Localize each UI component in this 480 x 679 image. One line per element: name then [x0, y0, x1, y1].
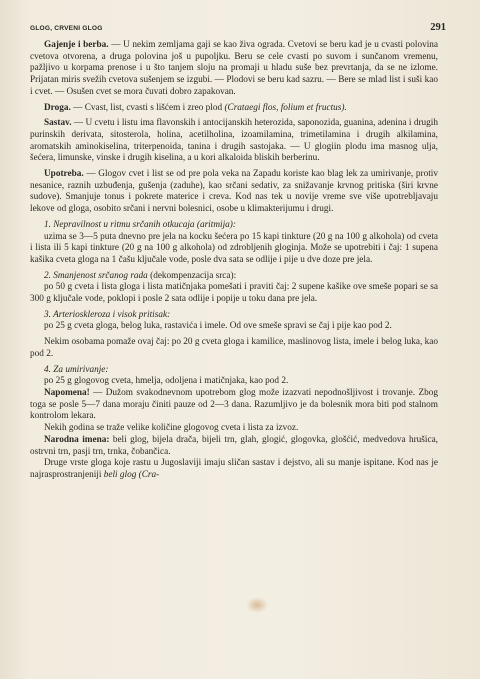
section-heading: 3. Arterioskleroza i visok pritisak:: [44, 309, 171, 320]
paragraph-gajenje: [30, 40, 438, 99]
section-text: po 25 g glogovog cveta, hmelja, odoljena i matičnjaka, kao pod 2.: [44, 376, 289, 387]
paragraph-narodna-imena: [30, 435, 438, 458]
page-number: 291: [430, 22, 446, 33]
paragraph-napomena: [30, 388, 438, 423]
section-text: po 25 g cveta gloga, belog luka, rastavića i imele. Od ove smeše spravi se čaj i pije kao pod 2.: [44, 321, 392, 332]
paragraph-lead: Napomena!: [44, 387, 90, 398]
section-heading: 2. Smanjenost srčanog rada (dekompenzacija srca):: [44, 270, 237, 281]
paragraph-text: — Dužom svakodnevnom upotrebom glog može izazvati nepodnošljivost i trovanje. Zbog toga se posle 5—7 dana moraju činiti pauze od 2—3 dana. Razumljivo je da bolesnik mora biti pod stalnom kontrolom lekara.: [30, 387, 438, 422]
section-heading: 4. Za umirivanje:: [44, 364, 109, 375]
paragraph-izvoz: Nekih godina se traže velike količine glogovog cveta i lista za izvoz.: [44, 423, 299, 434]
running-head: GLOG, CRVENI GLOG: [30, 25, 103, 32]
section-text-extra: Nekim osobama pomaže ovaj čaj: po 20 g cveta gloga i kamilice, maslinovog lista, imele i belog luka, kao pod 2.: [30, 337, 438, 359]
paragraph-lead: Upotreba.: [44, 169, 84, 180]
paragraph-text: — U cvetu i listu ima flavonskih i antocijanskih heterozida, saponozida, guanina, adenina i drugih purinskih derivata, sitosterola, holina, acetilholina, izoamilamina, trimetilamina i drugih alkilamina, aromatskih aminokiselina, triterpenoida, tanina i drugih sastojaka. — U glogiin plodu ima masnog ulja, šećera, limunske, vinske i drugih kiselina, a u kori alkaloida bliskih berberinu.: [30, 118, 438, 164]
paragraph-text: — U nekim zemljama gaji se kao živa ograda. Cvetovi se beru kad je u cvasti polovina cvetova otvorena, a druga polovina još u pupoljku. Beru se cele cvasti po suvom i sunčanom vremenu, pažljivo u korpama prenose i u što tanjem sloju na promaji u hladu suše bez prevrtanja, da se ne izlome. Prijatan miris svežih cvetova sušenjem se izgubi. — Plodovi se beru kad sazru. — Bere se mlad list i suši kao i cvet. — Osušen cvet se mora čuvati dobro zapakovan.: [30, 40, 439, 97]
paragraph-lead: Droga.: [44, 102, 71, 113]
paragraph-text: — Glogov cvet i list se od pre pola veka na Zapadu koriste kao blag lek za umirivanje, protiv nesanice, raznih uzbuđenja, gušenja (zaduhe), kao srčani sedativ, za snižavanje krvnog pritiska (širi krvne sudove). Smanjuje tonus i pokrete materice i creva. Kod nas tek u novije vreme sve više upotrebljavaju lekove od gloga, osobito srčani i nervni bolesnici, osobe u klimakterijumu i drugi.: [30, 169, 438, 215]
paragraph-lead: Gajenje i berba.: [44, 40, 109, 50]
page-header: [30, 22, 446, 33]
paragraph-sastav: [30, 118, 438, 165]
paragraph-druge-vrste: Druge vrste gloga koje rastu u Jugoslaviji imaju sličan sastav i dejstvo, ali su manje ispitane. Kod nas je najrasprostranjeniji beli glog (Cra-: [30, 458, 438, 480]
paragraph-lead: Narodna imena:: [44, 434, 110, 445]
paragraph-text: beli glog, bijela drača, bijeli trn, glah, glogić, glogovka, glošćić, medvedova hrušica, ostrvni trn, pasji trn, trnka, čobančica.: [30, 434, 438, 457]
section-heading: 1. Nepravilnost u ritmu srčanih otkucaja (aritmija):: [44, 219, 236, 230]
paragraph-upotreba: [30, 169, 438, 216]
paragraph-lead: Sastav.: [44, 118, 72, 129]
section-text: po 50 g cveta i lista gloga i lista matičnjaka pomešati i praviti čaj: 2 supene kašike ove smeše popari se sa 300 g ključale vode, poklopi i posle 2 sata odlije i popije u toku dana pre jela.: [30, 282, 438, 305]
latin-name: beli glog (Cra-: [103, 469, 160, 480]
paragraph-droga: [30, 103, 438, 115]
latin-name: (Crataegi flos, folium et fructus).: [224, 102, 347, 113]
paper-stain: [246, 597, 268, 613]
paragraph-text: — Cvast, list, cvasti s lišćem i zreo plod: [70, 102, 225, 113]
section-text: uzima se 3—5 puta dnevno pre jela na kocku šećera po 15 kapi tinkture (20 g na 100 g alkohola) od cveta i lista ili 5 kapi tinkture (20 g na 100 g alkohola) od zdrobljenih gloginja. Može se upotrebiti i čaj: 1 supena kašika cveta gloga na 1 čašu ključale vode, posle dva sata se odlije i pije u dve doze pre jela.: [30, 231, 438, 265]
